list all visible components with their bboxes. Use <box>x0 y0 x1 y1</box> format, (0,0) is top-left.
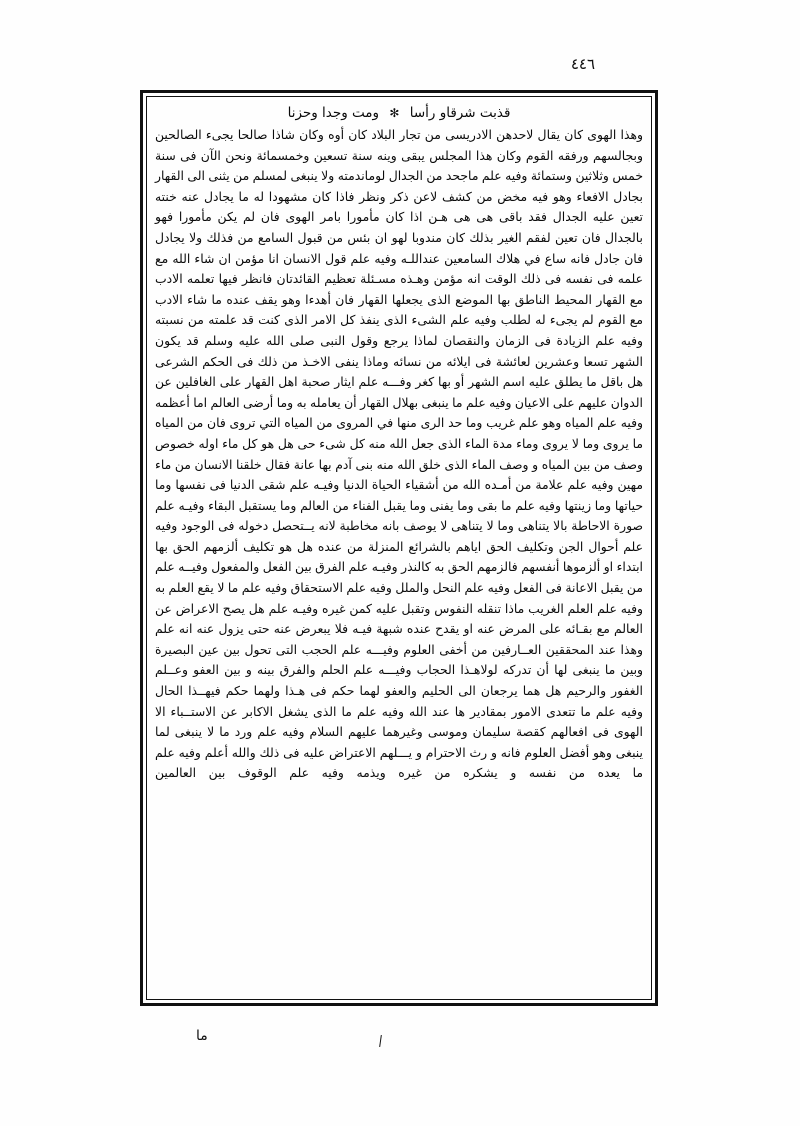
catchword: ما <box>196 1028 208 1044</box>
headline-left-hemistich: ومت وجدا وحزنا <box>287 105 380 121</box>
page-number: ٤٤٦ <box>570 55 595 73</box>
body-text <box>155 125 643 784</box>
headline-verse <box>155 103 643 123</box>
headline-right-hemistich: قذبت شرقاو رأسا <box>409 105 511 121</box>
text-block-frame-inner <box>146 96 652 1000</box>
body-paragraph: وهذا الهوى كان يقال لاحدهن الادريسى من تجار البلاد كان أوه وكان شاذا صالحا يجىء الصالحين وبجالسهم ورفقه القوم وكان هذا المجلس يبقى وينه سنة تسعين وخمسمائة ونحن الآن فى سنة خمس وثلاثين وستمائة وفيه علم ماجحد من الجدال لوماندمته ولا ينبغى لمسلم من يثنى الى القهار بجادل الافعاء وهو فيه مخض من كشف لاعن ذكر ونظر فاذا كان مشهودا له ما يجادل عنه خنته تعين عليه الجدال فقد باقى هى هى هـن اذا كان مأمورا بامر الهوى فان لم يكن مأمورا فهو بالجدال فان تعين لفقم الغير بذلك كان مندوبا لهو ان بئس من قبول السامع من فذلك ولا يجادل فان جادل فانه ساع في هلاك السامعين عنداللـه وفيه علم قول الانسان انا مؤمن ان شاء الله مع علمه فى نفسه فى ذلك الوقت انه مؤمن وهـذه مسـئلة تعظيم القائدتان فانظر فيها تعلمه الادب مع القهار المحيط الناطق بها الموضع الذى يجعلها القهار فان أهدءا وهو يقف عنده ما شاء الادب مع القوم لم يجىء له لطلب وفيه علم الشىء الذى ينفذ كل الامر الذى كنت قد علمته من نسبته وفيه علم الزيادة فى الزمان والنقصان لماذا يرجع وقول النبى صلى الله عليه وسلم قد يكون الشهر تسعا وعشرين لعائشة فى ايلائه من نسائه وماذا ينفى الاخـذ من ذلك فى الحكم الشرعى هل باقل ما يطلق عليه اسم الشهر أو بها كغر وفـــه علم ايثار صحبة اهل القهار على الغافلين عن الدوان عليهم على الاعيان وفيه علم ما ينبغى بهلال القهار أن يعامله به وما أرضى العالم اما أعظمه وفيه علم المياه وهو علم غريب وما حد الرى منها في المروى من المياه التي تروى فان من المياه ما يروى وما لا يروى وماء مدة الماء الذى جعل الله منه كل شىء حى هل هو كل ماء اوله خصوص وصف من بين المياه و وصف الماء الذى خلق الله منه بنى آدم بها عانة فقال خلقنا الانسان من ماء مهين وفيه علم علامة من أمـده الله من أشقياء الحياة الدنيا وفيـه علم شقى الدنيا فى نفسها وما حياتها وما زينتها وفيه علم ما بقى وما يفنى وما يقبل الفناء من العالم وما يستقبل البقاء وفيـه علم صورة الاحاطة بالا يتناهى وما لا يتناهى لا يوصف بانه مخاطبة لانه يــتحصل دخوله فى الوجود وفيه علم أحوال الجن وتكليف الحق اياهم بالشرائع المنزلة من عنده هل هو تكليف ألزمهم الحق بها ابتداء او ألزموها أنفسهم فالزمهم الحق به كالنذر وفيـه علم الفرق بين الفعل والمفعول وفيــه علم من يقبل الاعانة فى الفعل وفيه علم النحل والملل وفيه علم الاستحقاق وفيه علم ما لا يقع العلم به وفيه علم العلم الغريب ماذا تنقله النفوس وتقبل عليه كمن غيره وفيـه علم هل يصح الاعراض عن العالم مع بقـائه على المرض عنه او يقدح عنده شبهة فيـه فلا يبعرض عنه حتى يزول عنه انه علم وهذا عند المحققين العــارفين من أخفى العلوم وفيـــه علم الحجب التى تحول بين عين البصيرة وبين ما ينبغى لها أن تدركه لولاهـذا الحجاب وفيـــه علم الحلم والفرق بينه و بين العفو وعــلم الغفور والرحيم هل هما يرجعان الى الحليم والعفو لهما حكم فى هـذا ولهما حكم فيهــذا الحال وفيه علم ما تتعدى الامور بمقادير ها عند الله وفيه علم ما الذى يشغل الاكابر عن الاستــباء الا الهوى فى افعالهم كقصة سليمان وموسى وغيرهما عليهم السلام وفيه علم ورد ما لا ينبغى لما ينبغى وهو أفضل العلوم فانه و رث الاحترام و يـــلهم الاعتراض عليه فى ذلك والله أعلم وفيه علم ما يعده من نفسه و يشكره من غيره ويذمه وفيه علم الوقوف بين العالمين <box>155 127 643 781</box>
star-separator-icon: ✻ <box>389 106 400 120</box>
ink-mark <box>379 1035 382 1047</box>
page-content <box>155 103 643 995</box>
text-block-frame <box>140 90 658 1006</box>
